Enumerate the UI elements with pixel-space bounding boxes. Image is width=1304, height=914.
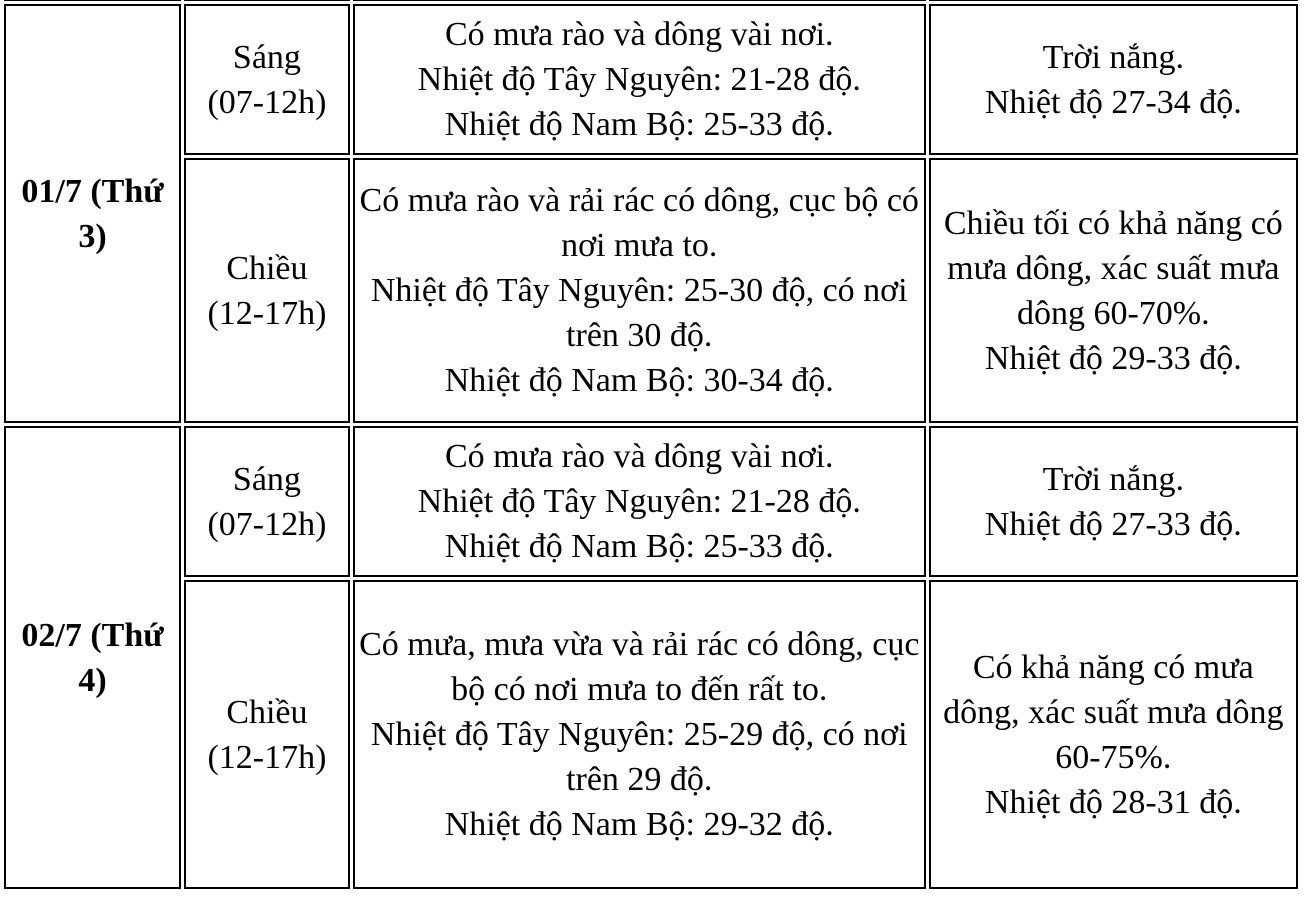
time-range: (12-17h) xyxy=(207,738,327,776)
time-period: Chiều xyxy=(226,249,308,287)
time-cell xyxy=(184,158,350,423)
forecast-text: Trời nắng. xyxy=(1042,460,1185,498)
city-forecast-cell xyxy=(929,426,1298,577)
time-period: Sáng xyxy=(232,460,301,498)
city-forecast-cell xyxy=(929,580,1298,889)
forecast-text: Có mưa rào và dông vài nơi. xyxy=(444,16,834,53)
forecast-text: Có mưa, mưa vừa và rải rác có dông, cục bộ có nơi mưa to đến rất to. xyxy=(359,626,920,708)
forecast-text: Nhiệt độ Tây Nguyên: 21-28 độ. xyxy=(417,483,861,520)
date-cell: 02/7 (Thứ 4) xyxy=(4,426,181,889)
city-forecast-cell xyxy=(929,158,1298,423)
table-row xyxy=(4,4,1298,155)
forecast-text: Nhiệt độ 27-33 độ. xyxy=(984,505,1242,543)
forecast-text: Nhiệt độ Nam Bộ: 30-34 độ. xyxy=(444,362,834,399)
region-forecast-cell xyxy=(353,426,926,577)
table-row xyxy=(4,426,1298,577)
time-range: (12-17h) xyxy=(207,294,327,332)
forecast-text: Nhiệt độ 27-34 độ. xyxy=(984,83,1242,121)
forecast-text: Có khả năng có mưa dông, xác suất mưa dông 60-75%. xyxy=(943,648,1284,776)
time-cell xyxy=(184,426,350,577)
forecast-text: Trời nắng. xyxy=(1042,38,1185,76)
time-period: Chiều xyxy=(226,693,308,731)
table-row xyxy=(4,158,1298,423)
time-range: (07-12h) xyxy=(207,83,327,121)
forecast-text: Nhiệt độ Nam Bộ: 25-33 độ. xyxy=(444,528,834,565)
forecast-text: Có mưa rào và dông vài nơi. xyxy=(444,438,834,475)
date-cell: 01/7 (Thứ 3) xyxy=(4,4,181,423)
forecast-text: Có mưa rào và rải rác có dông, cục bộ có nơi mưa to. xyxy=(359,182,919,264)
forecast-text: Nhiệt độ Tây Nguyên: 21-28 độ. xyxy=(417,61,861,98)
forecast-table xyxy=(1,0,1301,892)
forecast-text: Chiều tối có khả năng có mưa dông, xác suất mưa dông 60-70%. xyxy=(943,204,1283,332)
forecast-text: Nhiệt độ Nam Bộ: 25-33 độ. xyxy=(444,106,834,143)
forecast-text: Nhiệt độ Tây Nguyên: 25-29 độ, có nơi trên 29 độ. xyxy=(370,716,908,798)
forecast-text: Nhiệt độ 28-31 độ. xyxy=(984,783,1242,821)
table-row-partial xyxy=(4,0,1298,1)
time-period: Sáng xyxy=(232,38,301,76)
time-cell xyxy=(184,4,350,155)
time-cell xyxy=(184,580,350,889)
city-forecast-cell xyxy=(929,4,1298,155)
region-forecast-cell xyxy=(353,580,926,889)
region-forecast-cell xyxy=(353,4,926,155)
forecast-text: Nhiệt độ Tây Nguyên: 25-30 độ, có nơi trên 30 độ. xyxy=(370,272,908,354)
time-range: (07-12h) xyxy=(207,505,327,543)
forecast-text: Nhiệt độ 29-33 độ. xyxy=(984,339,1242,377)
table-row xyxy=(4,580,1298,889)
forecast-text: Nhiệt độ Nam Bộ: 29-32 độ. xyxy=(444,806,834,843)
region-forecast-cell xyxy=(353,158,926,423)
